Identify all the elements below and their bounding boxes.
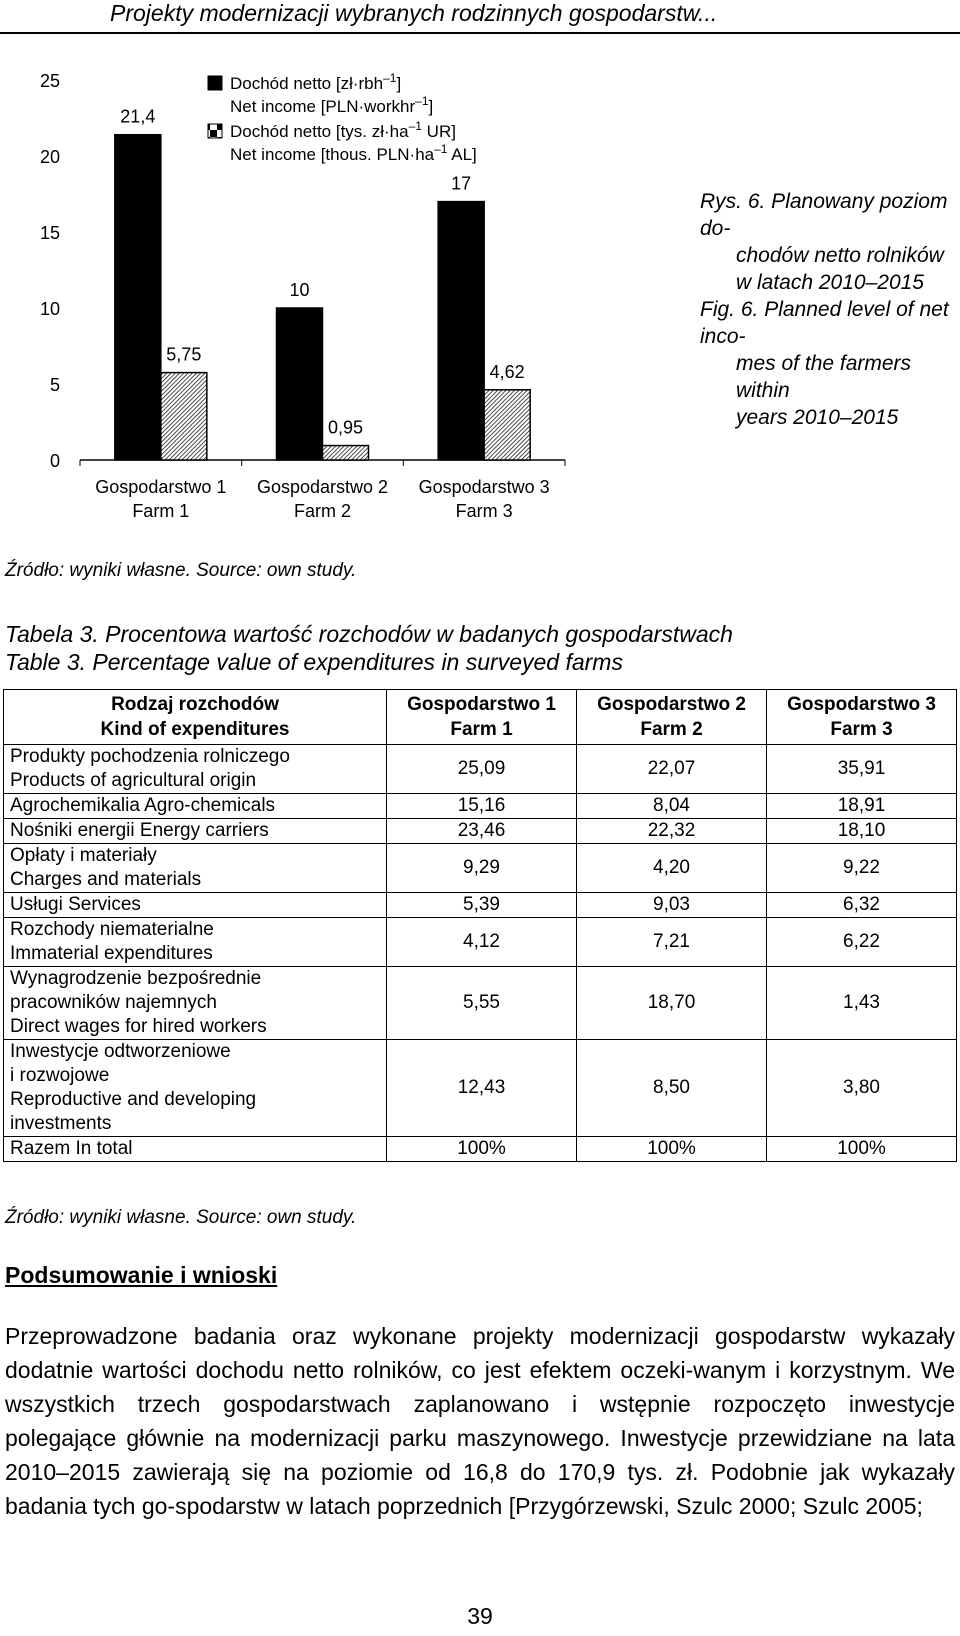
row-value: 35,91 [767, 745, 957, 794]
row-value: 9,29 [387, 844, 577, 893]
row-value: 5,55 [387, 967, 577, 1040]
section-paragraph: Przeprowadzone badania oraz wykonane projekty modernizacji gospodarstw wykazały dodatnie wartości dochodu netto rolników, co jest efektem oczeki-wanym i korzystnym. We wszystkich trzech gospodarstwach zaplanowano i wstępnie rozpoczęto inwestycje polegające głównie na modernizacji parku maszynowego. Inwestycje przewidziane na lata 2010–2015 zawierają się na poziomie od 16,8 do 170,9 tys. zł. Podobnie jak wykazały badania tych go-spodarstw w latach poprzednich [Przygórzewski, Szulc 2000; Szulc 2005; [5, 1323, 955, 1519]
table-row [4, 893, 957, 918]
row-value: 5,39 [387, 893, 577, 918]
table-row [4, 1137, 957, 1162]
y-tick-label: 15 [39, 223, 60, 243]
table-title-pl: Tabela 3. Procentowa wartość rozchodów w badanych gospodarstwach [5, 621, 733, 647]
legend-swatch-checker [208, 124, 222, 138]
table-row [4, 844, 957, 893]
x-category-label: Gospodarstwo 3 [418, 477, 550, 497]
caption-en-line: years 2010–2015 [736, 406, 899, 429]
bar-net-income-ha [484, 390, 530, 460]
table-row [4, 967, 957, 1040]
table-row [4, 918, 957, 967]
row-value: 22,32 [577, 819, 767, 844]
caption-pl-line: Rys. 6. Planowany poziom do- [700, 190, 948, 240]
expenditures-table [3, 689, 957, 1162]
x-category-label: Gospodarstwo 2 [256, 477, 389, 497]
y-tick-label: 25 [39, 71, 60, 91]
caption-pl-line: chodów netto rolników [736, 244, 944, 267]
row-label: Opłaty i materiały Charges and materials [4, 844, 387, 893]
row-label: Nośniki energii Energy carriers [4, 819, 387, 844]
x-category-label-en: Farm 2 [293, 501, 352, 521]
bar-net-income-workhr [277, 308, 323, 460]
data-label: 4,62 [489, 361, 525, 382]
data-label: 0,95 [327, 417, 364, 438]
table-header-cell: Gospodarstwo 1 Farm 1 [387, 690, 577, 745]
row-value: 22,07 [577, 745, 767, 794]
table-header-cell: Rodzaj rozchodów Kind of expenditures [4, 690, 387, 745]
header-rule [0, 32, 960, 34]
table-title-en: Table 3. Percentage value of expenditures in surveyed farms [5, 649, 623, 675]
row-value: 7,21 [577, 918, 767, 967]
table-row [4, 794, 957, 819]
caption-en-line: mes of the farmers within [736, 352, 912, 402]
figure-source: Źródło: wyniki własne. Source: own study. [5, 560, 357, 581]
data-label: 17 [451, 173, 472, 194]
y-tick-label: 0 [49, 451, 60, 471]
row-value: 23,46 [387, 819, 577, 844]
row-value: 1,43 [767, 967, 957, 1040]
table-title [5, 620, 733, 676]
table-header-cell: Gospodarstwo 3 Farm 3 [767, 690, 957, 745]
y-tick-label: 20 [39, 147, 60, 167]
row-label: Rozchody niematerialne Immaterial expenditures [4, 918, 387, 967]
table-header-row [4, 690, 957, 745]
legend-label-en: Net income [thous. $PLN\cdot ha^{-1}$ AL] [230, 142, 477, 164]
x-category-label-en: Farm 1 [132, 501, 190, 521]
data-label: 10 [289, 280, 310, 300]
data-label: 21,4 [120, 106, 156, 127]
table-source: Źródło: wyniki własne. Source: own study. [5, 1207, 357, 1228]
row-label: Razem In total [4, 1137, 387, 1162]
x-category-label-en: Farm 3 [455, 501, 513, 521]
row-value: 100% [387, 1137, 577, 1162]
figure-caption [700, 188, 960, 431]
y-tick-label: 10 [39, 299, 60, 319]
row-value: 9,03 [577, 893, 767, 918]
bar-net-income-ha [323, 446, 369, 460]
caption-pl-line: w latach 2010–2015 [736, 271, 924, 294]
bar-net-income-ha [161, 373, 207, 460]
row-value: 8,04 [577, 794, 767, 819]
table-header-cell: Gospodarstwo 2 Farm 2 [577, 690, 767, 745]
row-value: 4,20 [577, 844, 767, 893]
row-label: Wynagrodzenie bezpośrednie pracowników najemnych Direct wages for hired workers [4, 967, 387, 1040]
row-value: 25,09 [387, 745, 577, 794]
table-row [4, 1040, 957, 1137]
row-label: Produkty pochodzenia rolniczego Products of agricultural origin [4, 745, 387, 794]
legend-swatch-solid [208, 76, 222, 90]
row-value: 100% [767, 1137, 957, 1162]
table-row [4, 819, 957, 844]
x-category-label: Gospodarstwo 1 [95, 477, 227, 497]
row-value: 18,91 [767, 794, 957, 819]
row-value: 4,12 [387, 918, 577, 967]
page-number: 39 [467, 1603, 493, 1629]
running-header: Projekty modernizacji wybranych rodzinnych gospodarstw... [110, 0, 718, 26]
y-tick-label: 5 [49, 375, 60, 395]
legend-label-en: Net income [PLN·workhr$^{-1}$] [230, 94, 434, 116]
row-value: 8,50 [577, 1040, 767, 1137]
row-value: 9,22 [767, 844, 957, 893]
row-value: 18,70 [577, 967, 767, 1040]
row-label: Agrochemikalia Agro-chemicals [4, 794, 387, 819]
row-value: 6,32 [767, 893, 957, 918]
row-label: Inwestycje odtworzeniowe i rozwojowe Reproductive and developing investments [4, 1040, 387, 1137]
income-bar-chart [0, 60, 690, 530]
row-value: 100% [577, 1137, 767, 1162]
bar-net-income-workhr [438, 202, 484, 460]
section-heading: Podsumowanie i wnioski [5, 1262, 278, 1288]
row-value: 18,10 [767, 819, 957, 844]
table-row [4, 745, 957, 794]
row-value: 15,16 [387, 794, 577, 819]
bar-net-income-workhr [115, 135, 161, 460]
row-value: 6,22 [767, 918, 957, 967]
data-label: 5,75 [166, 344, 202, 365]
row-value: 12,43 [387, 1040, 577, 1137]
legend-label-pl: Dochód netto [zł·rbh$^{-1}$] [230, 71, 402, 93]
row-value: 3,80 [767, 1040, 957, 1137]
caption-en-line: Fig. 6. Planned level of net inco- [700, 298, 949, 348]
legend-label-pl: Dochód netto [tys. $zł\cdot ha^{-1}$ UR] [230, 119, 456, 141]
row-label: Usługi Services [4, 893, 387, 918]
